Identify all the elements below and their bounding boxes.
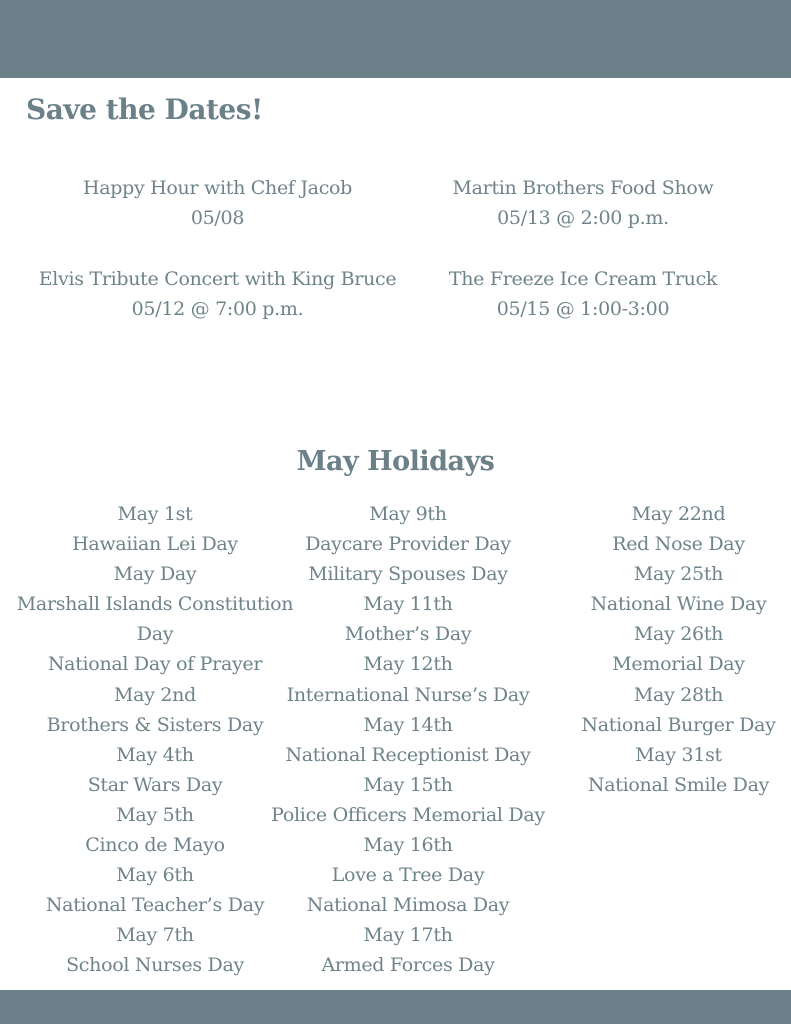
holiday-line: International Nurse’s Day [286, 683, 530, 706]
event-date: 05/13 @ 2:00 p.m. [497, 207, 669, 229]
holiday-line: May 2nd [114, 683, 196, 706]
holiday-line: Brothers & Sisters Day [46, 713, 264, 736]
holiday-line: May 26th [633, 623, 724, 646]
holiday-line: National Burger Day [581, 713, 776, 736]
holiday-line: Star Wars Day [87, 773, 223, 796]
holiday-line: Memorial Day [612, 653, 745, 676]
holiday-line: National Mimosa Day [306, 894, 510, 917]
event-date: 05/12 @ 7:00 p.m. [131, 298, 304, 320]
holiday-line: Armed Forces Day [321, 954, 495, 977]
holiday-line: May 12th [363, 653, 453, 676]
holiday-column-3 [572, 499, 785, 800]
save-the-dates-title: Save the Dates! [26, 93, 263, 126]
holiday-line: Cinco de Mayo [85, 834, 225, 857]
holiday-line: May 5th [116, 803, 194, 826]
holiday-line: Military Spouses Day [308, 563, 508, 586]
holiday-line: May 4th [116, 743, 194, 766]
holiday-line: National Wine Day [590, 593, 767, 616]
event-item [400, 173, 766, 233]
holiday-line: Love a Tree Day [331, 864, 485, 887]
holiday-line: May 16th [363, 834, 453, 857]
event-date: 05/15 @ 1:00-3:00 [496, 298, 670, 320]
footer-band [0, 990, 791, 1024]
event-item [400, 264, 766, 324]
holiday-line: May 22nd [631, 503, 726, 525]
holiday-line: School Nurses Day [66, 954, 244, 977]
holiday-line: May 6th [116, 864, 194, 887]
holiday-line: May Day [113, 563, 197, 586]
event-item [10, 264, 425, 324]
holiday-line: May 11th [363, 593, 453, 616]
holiday-line: National Day of Prayer [47, 653, 263, 676]
holiday-line: May 1st [117, 503, 193, 525]
event-name: Happy Hour with Chef Jacob [82, 177, 353, 199]
holiday-line: National Receptionist Day [285, 743, 531, 766]
holiday-line: May 25th [633, 563, 724, 586]
holiday-line: Daycare Provider Day [305, 533, 511, 556]
holiday-line: Red Nose Day [612, 533, 745, 556]
holiday-line: May 7th [116, 924, 194, 947]
event-name: Martin Brothers Food Show [452, 177, 714, 199]
holiday-line: May 15th [363, 773, 453, 796]
event-name: The Freeze Ice Cream Truck [448, 268, 718, 290]
header-band [0, 0, 791, 78]
holiday-column-2 [262, 499, 554, 981]
holiday-line: May 28th [633, 683, 724, 706]
event-date: 05/08 [190, 207, 245, 229]
holiday-line: May 9th [369, 503, 447, 525]
event-item [10, 173, 425, 233]
holiday-line: Marshall Islands Constitution Day [16, 593, 294, 646]
event-name: Elvis Tribute Concert with King Bruce [38, 268, 397, 290]
may-holidays-title: May Holidays [296, 446, 495, 477]
holiday-line: May 17th [363, 924, 453, 947]
holiday-line: Hawaiian Lei Day [72, 533, 238, 556]
holiday-line: Mother’s Day [344, 623, 472, 646]
holiday-line: Police Officers Memorial Day [271, 803, 545, 826]
holiday-line: May 14th [363, 713, 453, 736]
holiday-line: May 31st [635, 743, 722, 766]
holiday-line: National Teacher’s Day [45, 894, 265, 917]
holiday-line: National Smile Day [587, 773, 770, 796]
